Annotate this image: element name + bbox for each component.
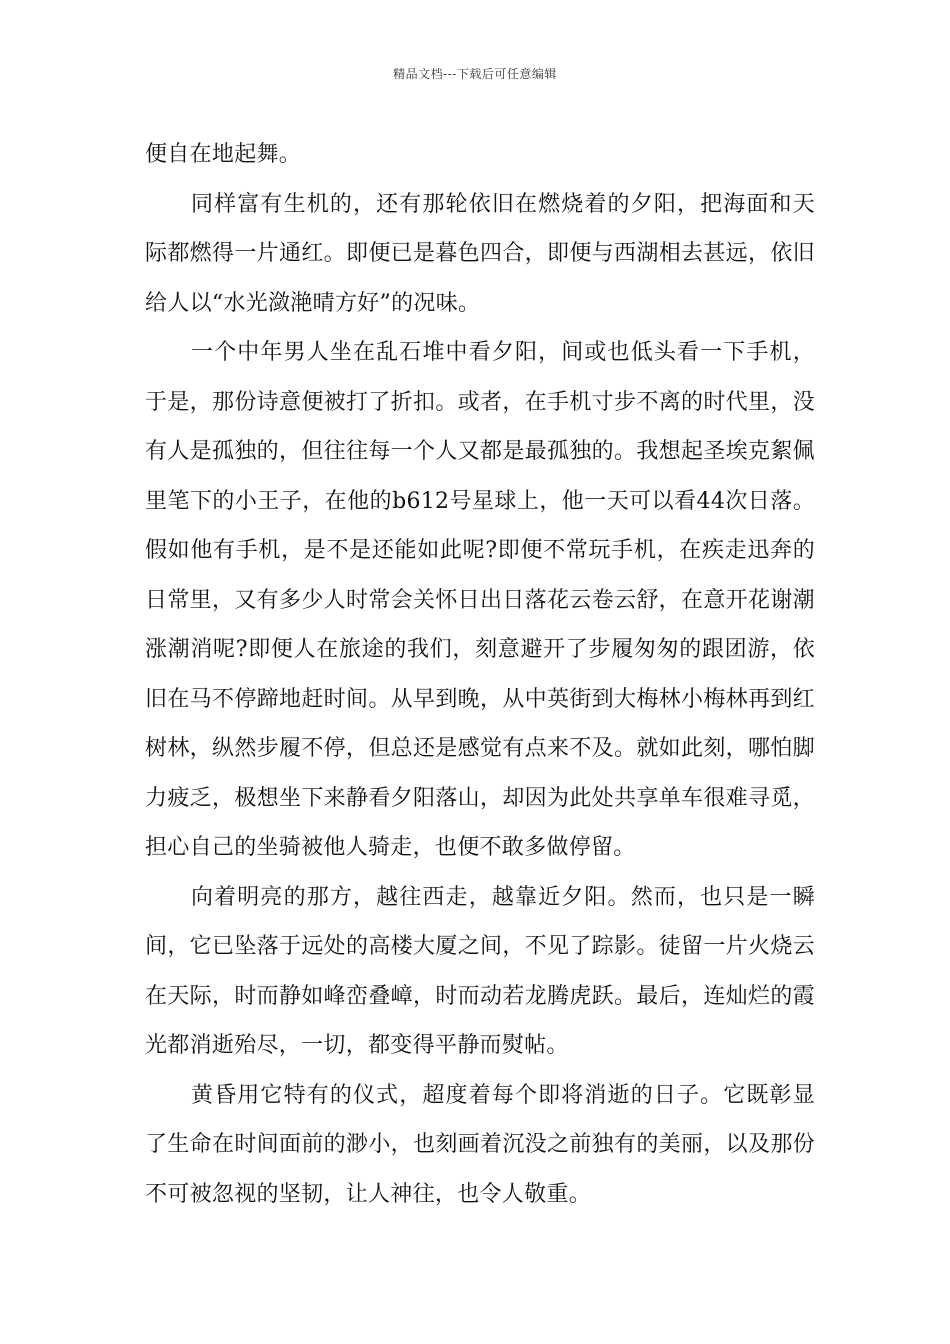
page-header: 精品文档---下载后可任意编辑	[393, 67, 557, 81]
paragraph: 一个中年男人坐在乱石堆中看夕阳，间或也低头看一下手机，于是，那份诗意便被打了折扣。或者，在手机寸步不离的时代里，没有人是孤独的，但往往每一个人又都是最孤独的。我想起圣埃克絮佩里笔下的小王子，在他的b612号星球上，他一天可以看44次日落。假如他有手机，是不是还能如此呢?即便不常玩手机，在疾走迅奔的日常里，又有多少人时常会关怀日出日落花云卷云舒，在意开花谢潮涨潮消呢?即便人在旅途的我们，刻意避开了步履匆匆的跟团游，依旧在马不停蹄地赶时间。从早到晚，从中英街到大梅林小梅林再到红树林，纵然步履不停，但总还是感觉有点来不及。就如此刻，哪怕脚力疲乏，极想坐下来静看夕阳落山，却因为此处共享单车很难寻觅，担心自己的坐骑被他人骑走，也便不敢多做停留。	[145, 340, 815, 860]
paragraph: 黄昏用它特有的仪式，超度着每个即将消逝的日子。它既彰显了生命在时间面前的渺小，也刻画着沉没之前独有的美丽，以及那份不可被忽视的坚韧，让人神往，也令人敬重。	[145, 1082, 815, 1207]
paragraph: 向着明亮的那方，越往西走，越靠近夕阳。然而，也只是一瞬间，它已坠落于远处的高楼大厦之间，不见了踪影。徒留一片火烧云在天际，时而静如峰峦叠嶂，时而动若龙腾虎跃。最后，连灿烂的霞光都消逝殆尽，一切，都变得平静而熨帖。	[145, 884, 815, 1058]
paragraph: 便自在地起舞。	[145, 142, 302, 167]
article-body	[145, 130, 815, 1219]
paragraph: 同样富有生机的，还有那轮依旧在燃烧着的夕阳，把海面和天际都燃得一片通红。即便已是暮色四合，即便与西湖相去甚远，依旧给人以“水光潋滟晴方好”的况味。	[145, 191, 815, 316]
